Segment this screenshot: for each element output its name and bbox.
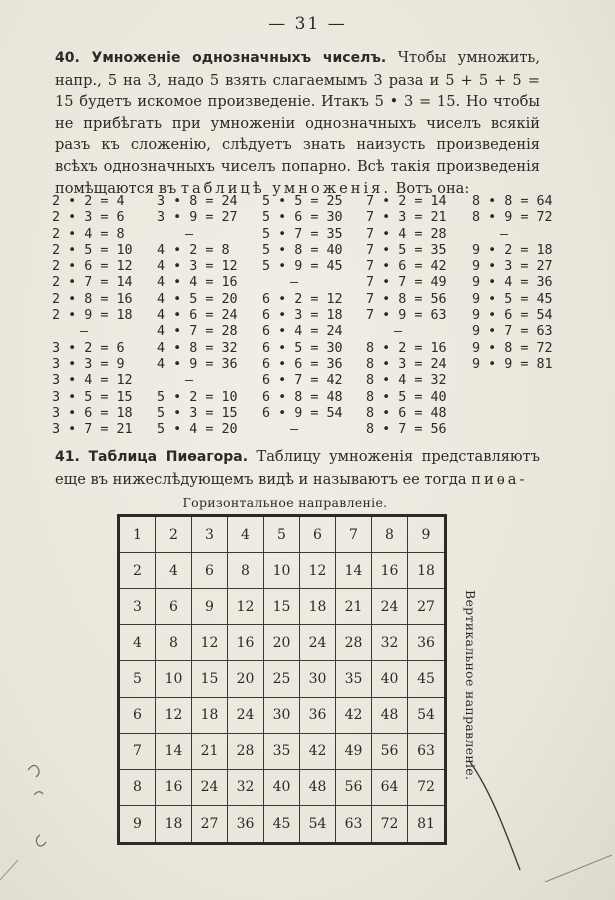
table-cell: 7: [120, 734, 156, 770]
table-cell: 24: [192, 770, 228, 806]
section-41-text: Таблицу умноженія представляютъ еще въ нижеслѣдующемъ видѣ и называютъ ее тогда: [55, 448, 540, 488]
product-entry: 7 • 6 = 42: [366, 259, 447, 275]
product-entry: 4 • 5 = 20: [157, 291, 238, 307]
table-cell: 20: [264, 625, 300, 661]
table-cell: 56: [372, 734, 408, 770]
product-entry: 7 • 7 = 49: [366, 275, 447, 291]
table-cell: 1: [120, 517, 156, 553]
product-column-5: [472, 194, 553, 373]
table-cell: 3: [120, 589, 156, 625]
product-entry: 2 • 6 = 12: [52, 259, 133, 275]
table-cell: 45: [264, 806, 300, 842]
table-cell: 63: [336, 806, 372, 842]
table-cell: 4: [156, 553, 192, 589]
table-cell: 40: [264, 770, 300, 806]
product-entry: 6 • 2 = 12: [262, 291, 343, 307]
table-cell: 12: [228, 589, 264, 625]
table-cell: 30: [264, 698, 300, 734]
table-cell: 9: [408, 517, 444, 553]
table-cell: 48: [372, 698, 408, 734]
table-cell: 21: [192, 734, 228, 770]
product-entry: 5 • 7 = 35: [262, 226, 343, 242]
product-entry: 4 • 7 = 28: [157, 324, 238, 340]
table-cell: 10: [156, 661, 192, 697]
table-cell: 8: [120, 770, 156, 806]
section-41-emphasis: пиѳа-: [471, 470, 528, 488]
product-entry: —: [290, 275, 299, 291]
table-cell: 27: [408, 589, 444, 625]
product-entry: —: [185, 373, 194, 389]
table-cell: 5: [264, 517, 300, 553]
table-cell: 28: [228, 734, 264, 770]
section-41-heading: 41. Таблица Пиѳагора.: [55, 449, 249, 465]
table-cell: 16: [156, 770, 192, 806]
page-number: — 31 —: [268, 14, 347, 34]
product-entry: 3 • 2 = 6: [52, 340, 125, 356]
product-entry: 8 • 7 = 56: [366, 422, 447, 438]
product-entry: 9 • 8 = 72: [472, 340, 553, 356]
table-cell: 6: [156, 589, 192, 625]
product-entry: 4 • 2 = 8: [157, 242, 230, 258]
table-cell: 12: [300, 553, 336, 589]
table-cell: 21: [336, 589, 372, 625]
table-cell: 64: [372, 770, 408, 806]
product-column-1: [52, 194, 133, 438]
table-cell: 14: [336, 553, 372, 589]
table-cell: 40: [372, 661, 408, 697]
product-entry: 8 • 4 = 32: [366, 373, 447, 389]
table-cell: 18: [408, 553, 444, 589]
product-entry: 9 • 2 = 18: [472, 242, 553, 258]
product-column-3: [262, 194, 343, 438]
product-entry: 4 • 6 = 24: [157, 308, 238, 324]
table-cell: 4: [120, 625, 156, 661]
product-entry: 2 • 7 = 14: [52, 275, 133, 291]
product-entry: 6 • 4 = 24: [262, 324, 343, 340]
table-cell: 10: [264, 553, 300, 589]
table-cell: 25: [264, 661, 300, 697]
table-cell: 49: [336, 734, 372, 770]
product-entry: 8 • 3 = 24: [366, 356, 447, 372]
product-entry: 7 • 4 = 28: [366, 226, 447, 242]
product-entry: 4 • 9 = 36: [157, 356, 238, 372]
table-cell: 24: [372, 589, 408, 625]
product-entry: 6 • 6 = 36: [262, 356, 343, 372]
table-cell: 81: [417, 815, 435, 832]
table-cell: 18: [156, 806, 192, 842]
table-cell: 9: [120, 806, 156, 842]
product-entry: 6 • 9 = 54: [262, 405, 343, 421]
product-column-2: [157, 194, 238, 438]
product-entry: 5 • 2 = 10: [157, 389, 238, 405]
table-cell: 6: [120, 698, 156, 734]
table-cell: 63: [408, 734, 444, 770]
product-entry: 5 • 5 = 25: [262, 194, 343, 209]
product-entry: 2 • 3 = 6: [52, 210, 125, 226]
table-cell: 24: [228, 698, 264, 734]
table-cell: 8: [228, 553, 264, 589]
table-cell: 12: [156, 698, 192, 734]
table-cell: 24: [300, 625, 336, 661]
product-entry: —: [185, 226, 194, 242]
product-entry: 2 • 5 = 10: [52, 242, 133, 258]
table-cell: 2: [120, 553, 156, 589]
product-entry: 2 • 2 = 4: [52, 194, 125, 209]
table-cell: 72: [372, 806, 408, 842]
product-entry: 9 • 5 = 45: [472, 291, 553, 307]
product-entry: 4 • 4 = 16: [157, 275, 238, 291]
table-cell: 9: [192, 589, 228, 625]
table-cell: 7: [336, 517, 372, 553]
product-entry: 9 • 9 = 81: [472, 356, 553, 372]
table-cell: 54: [300, 806, 336, 842]
product-entry: 6 • 8 = 48: [262, 389, 343, 405]
product-column-4: [366, 194, 447, 438]
product-entry: 8 • 8 = 64: [472, 194, 553, 209]
section-40-paragraph: [55, 47, 540, 199]
table-cell: 36: [408, 625, 444, 661]
table-cell: 32: [372, 625, 408, 661]
product-entry: 3 • 5 = 15: [52, 389, 133, 405]
product-entry: 9 • 7 = 63: [472, 324, 553, 340]
table-cell: 16: [372, 553, 408, 589]
table-cell: 48: [300, 770, 336, 806]
product-entry: 7 • 5 = 35: [366, 242, 447, 258]
table-cell: 15: [264, 589, 300, 625]
section-40-text: Чтобы умножить, напр., 5 на 3, надо 5 взять слагаемымъ 3 раза и 5 + 5 + 5 = 15 будетъ искомое произведеніе. Итакъ 5 • 3 = 15. Но чтобы не прибѣгать при умноженіи однозначныхъ чиселъ всякій разъ къ сложенію, слѣдуетъ знать наизусть произведенія всѣхъ однозначныхъ чиселъ попарно. Всѣ такія произведенія помѣщаются въ: [55, 49, 540, 197]
product-entry: 5 • 8 = 40: [262, 242, 343, 258]
table-cell: 35: [336, 661, 372, 697]
table-cell: 6: [300, 517, 336, 553]
table-cell: 42: [300, 734, 336, 770]
product-entry: 5 • 9 = 45: [262, 259, 343, 275]
product-entry: 2 • 4 = 8: [52, 226, 125, 242]
table-cell: 12: [192, 625, 228, 661]
table-cell: 8: [156, 625, 192, 661]
product-entry: 8 • 2 = 16: [366, 340, 447, 356]
table-cell: 6: [192, 553, 228, 589]
table-cell: 8: [372, 517, 408, 553]
table-cell: 27: [192, 806, 228, 842]
table-cell: 18: [300, 589, 336, 625]
table-cell: 4: [228, 517, 264, 553]
section-40-heading: 40. Умноженіе однозначныхъ чиселъ.: [55, 50, 387, 66]
product-entry: 3 • 4 = 12: [52, 373, 133, 389]
product-entry: 7 • 8 = 56: [366, 291, 447, 307]
table-cell: 20: [228, 661, 264, 697]
product-entry: 6 • 3 = 18: [262, 308, 343, 324]
product-entry: 2 • 8 = 16: [52, 291, 133, 307]
product-entry: 4 • 3 = 12: [157, 259, 238, 275]
product-entry: 6 • 5 = 30: [262, 340, 343, 356]
table-cell: 54: [408, 698, 444, 734]
product-entry: 7 • 9 = 63: [366, 308, 447, 324]
product-entry: 9 • 6 = 54: [472, 308, 553, 324]
table-cell: 45: [408, 661, 444, 697]
product-entry: —: [80, 324, 89, 340]
product-entry: 5 • 6 = 30: [262, 210, 343, 226]
table-cell: 2: [156, 517, 192, 553]
table-cell: 16: [228, 625, 264, 661]
table-cell: 14: [156, 734, 192, 770]
table-cell: 56: [336, 770, 372, 806]
product-entry: 9 • 3 = 27: [472, 259, 553, 275]
product-entry: 8 • 9 = 72: [472, 210, 553, 226]
product-entry: 5 • 3 = 15: [157, 405, 238, 421]
table-cell: 18: [192, 698, 228, 734]
section-40-text-end: Вотъ она:: [395, 179, 470, 197]
product-entry: 4 • 8 = 32: [157, 340, 238, 356]
product-entry: 3 • 8 = 24: [157, 194, 238, 209]
table-cell: 5: [120, 661, 156, 697]
product-entry: 8 • 6 = 48: [366, 405, 447, 421]
vertical-caption: Вертикальное направленіе.: [463, 590, 478, 781]
product-entry: 3 • 6 = 18: [52, 405, 133, 421]
product-entry: 2 • 9 = 18: [52, 308, 133, 324]
table-cell: 42: [336, 698, 372, 734]
product-entry: 3 • 9 = 27: [157, 210, 238, 226]
product-entry: —: [394, 324, 403, 340]
table-cell: 30: [300, 661, 336, 697]
product-entry: 3 • 7 = 21: [52, 422, 133, 438]
product-entry: 7 • 2 = 14: [366, 194, 447, 209]
product-entry: 7 • 3 = 21: [366, 210, 447, 226]
table-cell: 36: [300, 698, 336, 734]
section-41-paragraph: [55, 446, 540, 490]
table-cell: 28: [336, 625, 372, 661]
table-cell: 72: [408, 770, 444, 806]
table-cell: 3: [192, 517, 228, 553]
table-cell: 35: [264, 734, 300, 770]
product-entry: 5 • 4 = 20: [157, 422, 238, 438]
table-cell: 36: [228, 806, 264, 842]
product-entry: —: [500, 226, 509, 242]
section-40-emphasis: таблицѣ умноженія.: [180, 179, 392, 197]
pythagoras-table: [117, 514, 447, 845]
product-entry: 3 • 3 = 9: [52, 356, 125, 372]
product-entry: 8 • 5 = 40: [366, 389, 447, 405]
table-cell: 32: [228, 770, 264, 806]
product-entry: 6 • 7 = 42: [262, 373, 343, 389]
product-entry: 9 • 4 = 36: [472, 275, 553, 291]
product-entry: —: [290, 422, 299, 438]
table-cell: 15: [192, 661, 228, 697]
horizontal-caption: Горизонтальное направленіе.: [182, 495, 388, 510]
